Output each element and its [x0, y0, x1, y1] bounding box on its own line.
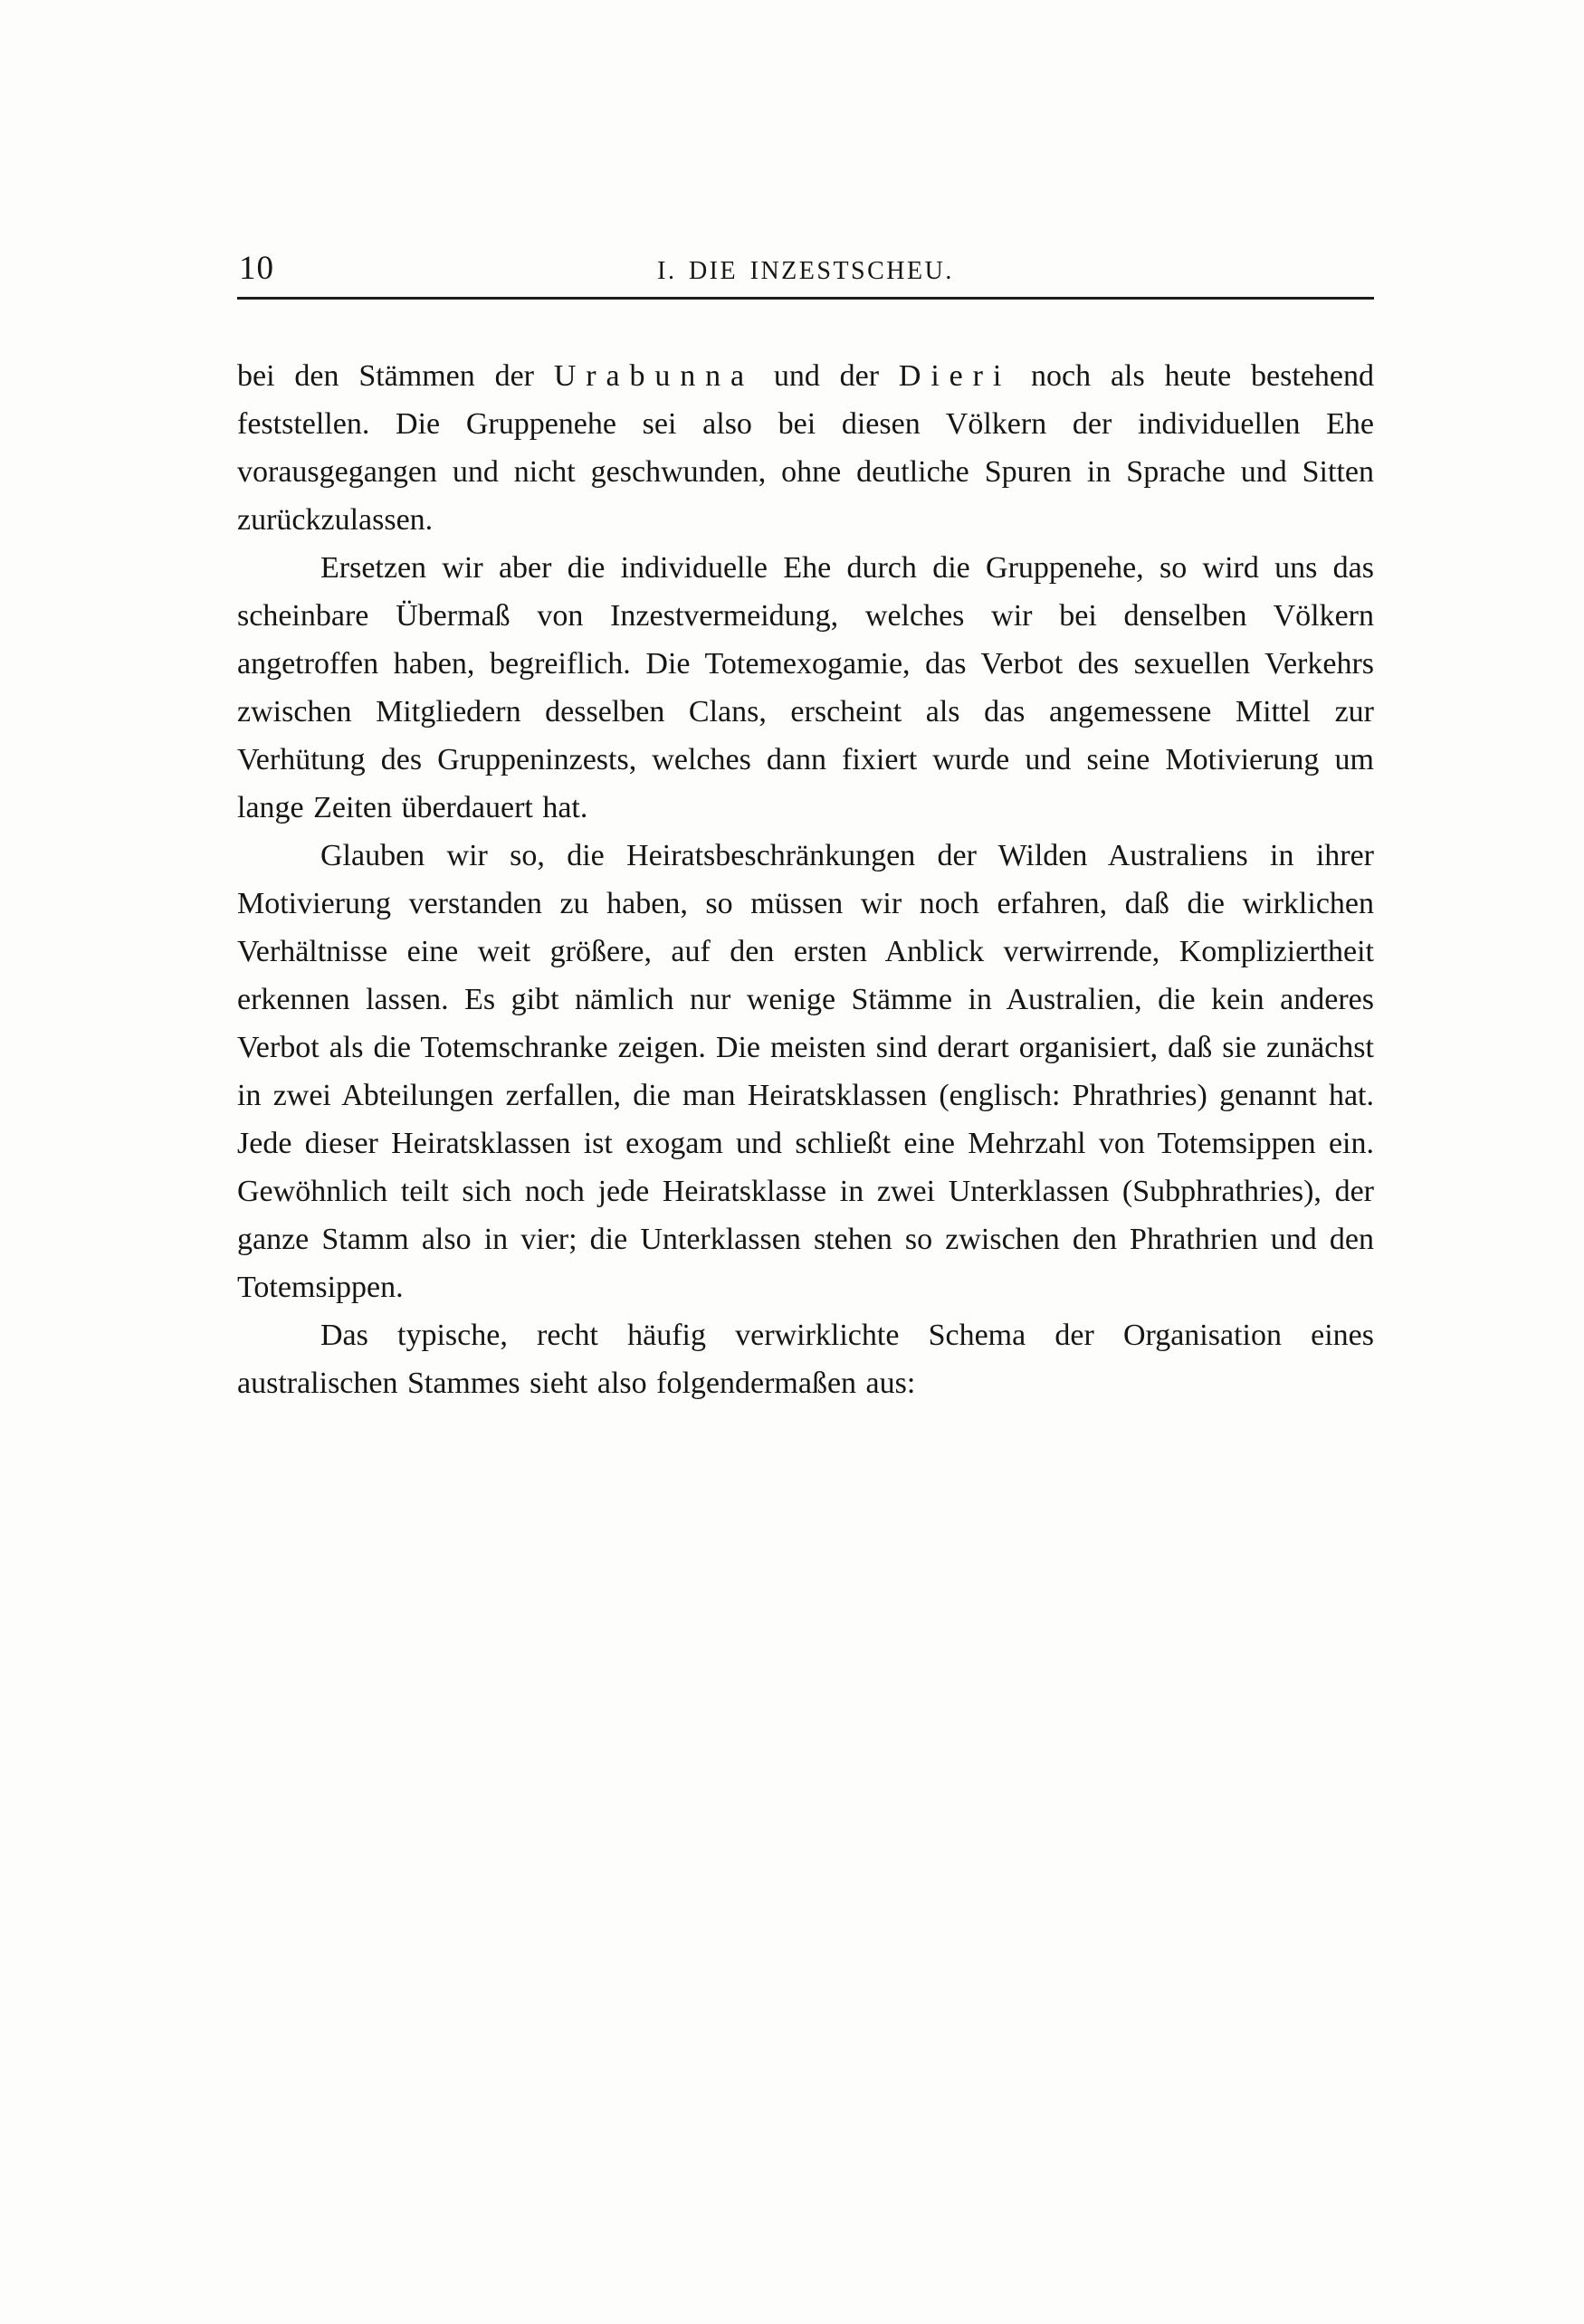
running-header: I. DIE INZESTSCHEU.: [657, 257, 954, 285]
page-number: 10: [239, 250, 274, 287]
paragraph: [237, 352, 1374, 544]
letter-spaced-name: Urabunna: [553, 359, 754, 393]
text-segment: Glauben wir so, die Heiratsbeschränkungen der Wilden Australiens in ihrer Motivierung verstanden zu haben, so müssen wir noch erfahren, daß die wirklichen Verhältnisse eine weit größere, auf den ersten Anblick verwirrende, Kompliziertheit erkennen lassen. Es gibt nämlich nur wenige Stämme in Australien, die kein anderes Verbot als die Totemschranke zeigen. Die meisten sind derart organisiert, daß sie zunächst in zwei Abteilungen zerfallen, die man Heiratsklassen (englisch: Phrathries) genannt hat. Jede dieser Heiratsklassen ist exogam und schließt eine Mehrzahl von Totemsippen ein. Gewöhnlich teilt sich noch jede Heiratsklasse in zwei Unterklassen (Subphrathries), der ganze Stamm also in vier; die Unterklassen stehen so zwischen den Phrathrien und den Totemsippen.: [237, 839, 1374, 1304]
page-content: [237, 243, 1374, 1407]
text-segment: bei den Stämmen der: [237, 359, 554, 393]
paragraph: [237, 544, 1374, 832]
text-block: [237, 352, 1374, 1407]
paragraph: [237, 1311, 1374, 1407]
running-header-row: [237, 243, 1374, 300]
text-segment: Das typische, recht häufig verwirklichte Schema der Organisation eines australischen Stammes sieht also folgendermaßen aus:: [237, 1319, 1374, 1400]
text-segment: und der: [753, 359, 899, 393]
letter-spaced-name: Dieri: [898, 359, 1012, 393]
text-segment: noch als heute bestehend feststellen. Die Gruppenehe sei also bei diesen Völkern der individuellen Ehe vorausgegangen und nicht geschwunden, ohne deutliche Spuren in Sprache und Sitten zurückzulassen.: [237, 359, 1374, 537]
paragraph: [237, 832, 1374, 1311]
text-segment: Ersetzen wir aber die individuelle Ehe durch die Gruppenehe, so wird uns das scheinbare Übermaß von Inzestvermeidung, welches wir bei denselben Völkern angetroffen haben, begreiflich. Die Totemexogamie, das Verbot des sexuellen Verkehrs zwischen Mitgliedern desselben Clans, erscheint als das angemessene Mittel zur Verhütung des Gruppeninzests, welches dann fixiert wurde und seine Motivierung um lange Zeiten überdauert hat.: [237, 551, 1374, 824]
